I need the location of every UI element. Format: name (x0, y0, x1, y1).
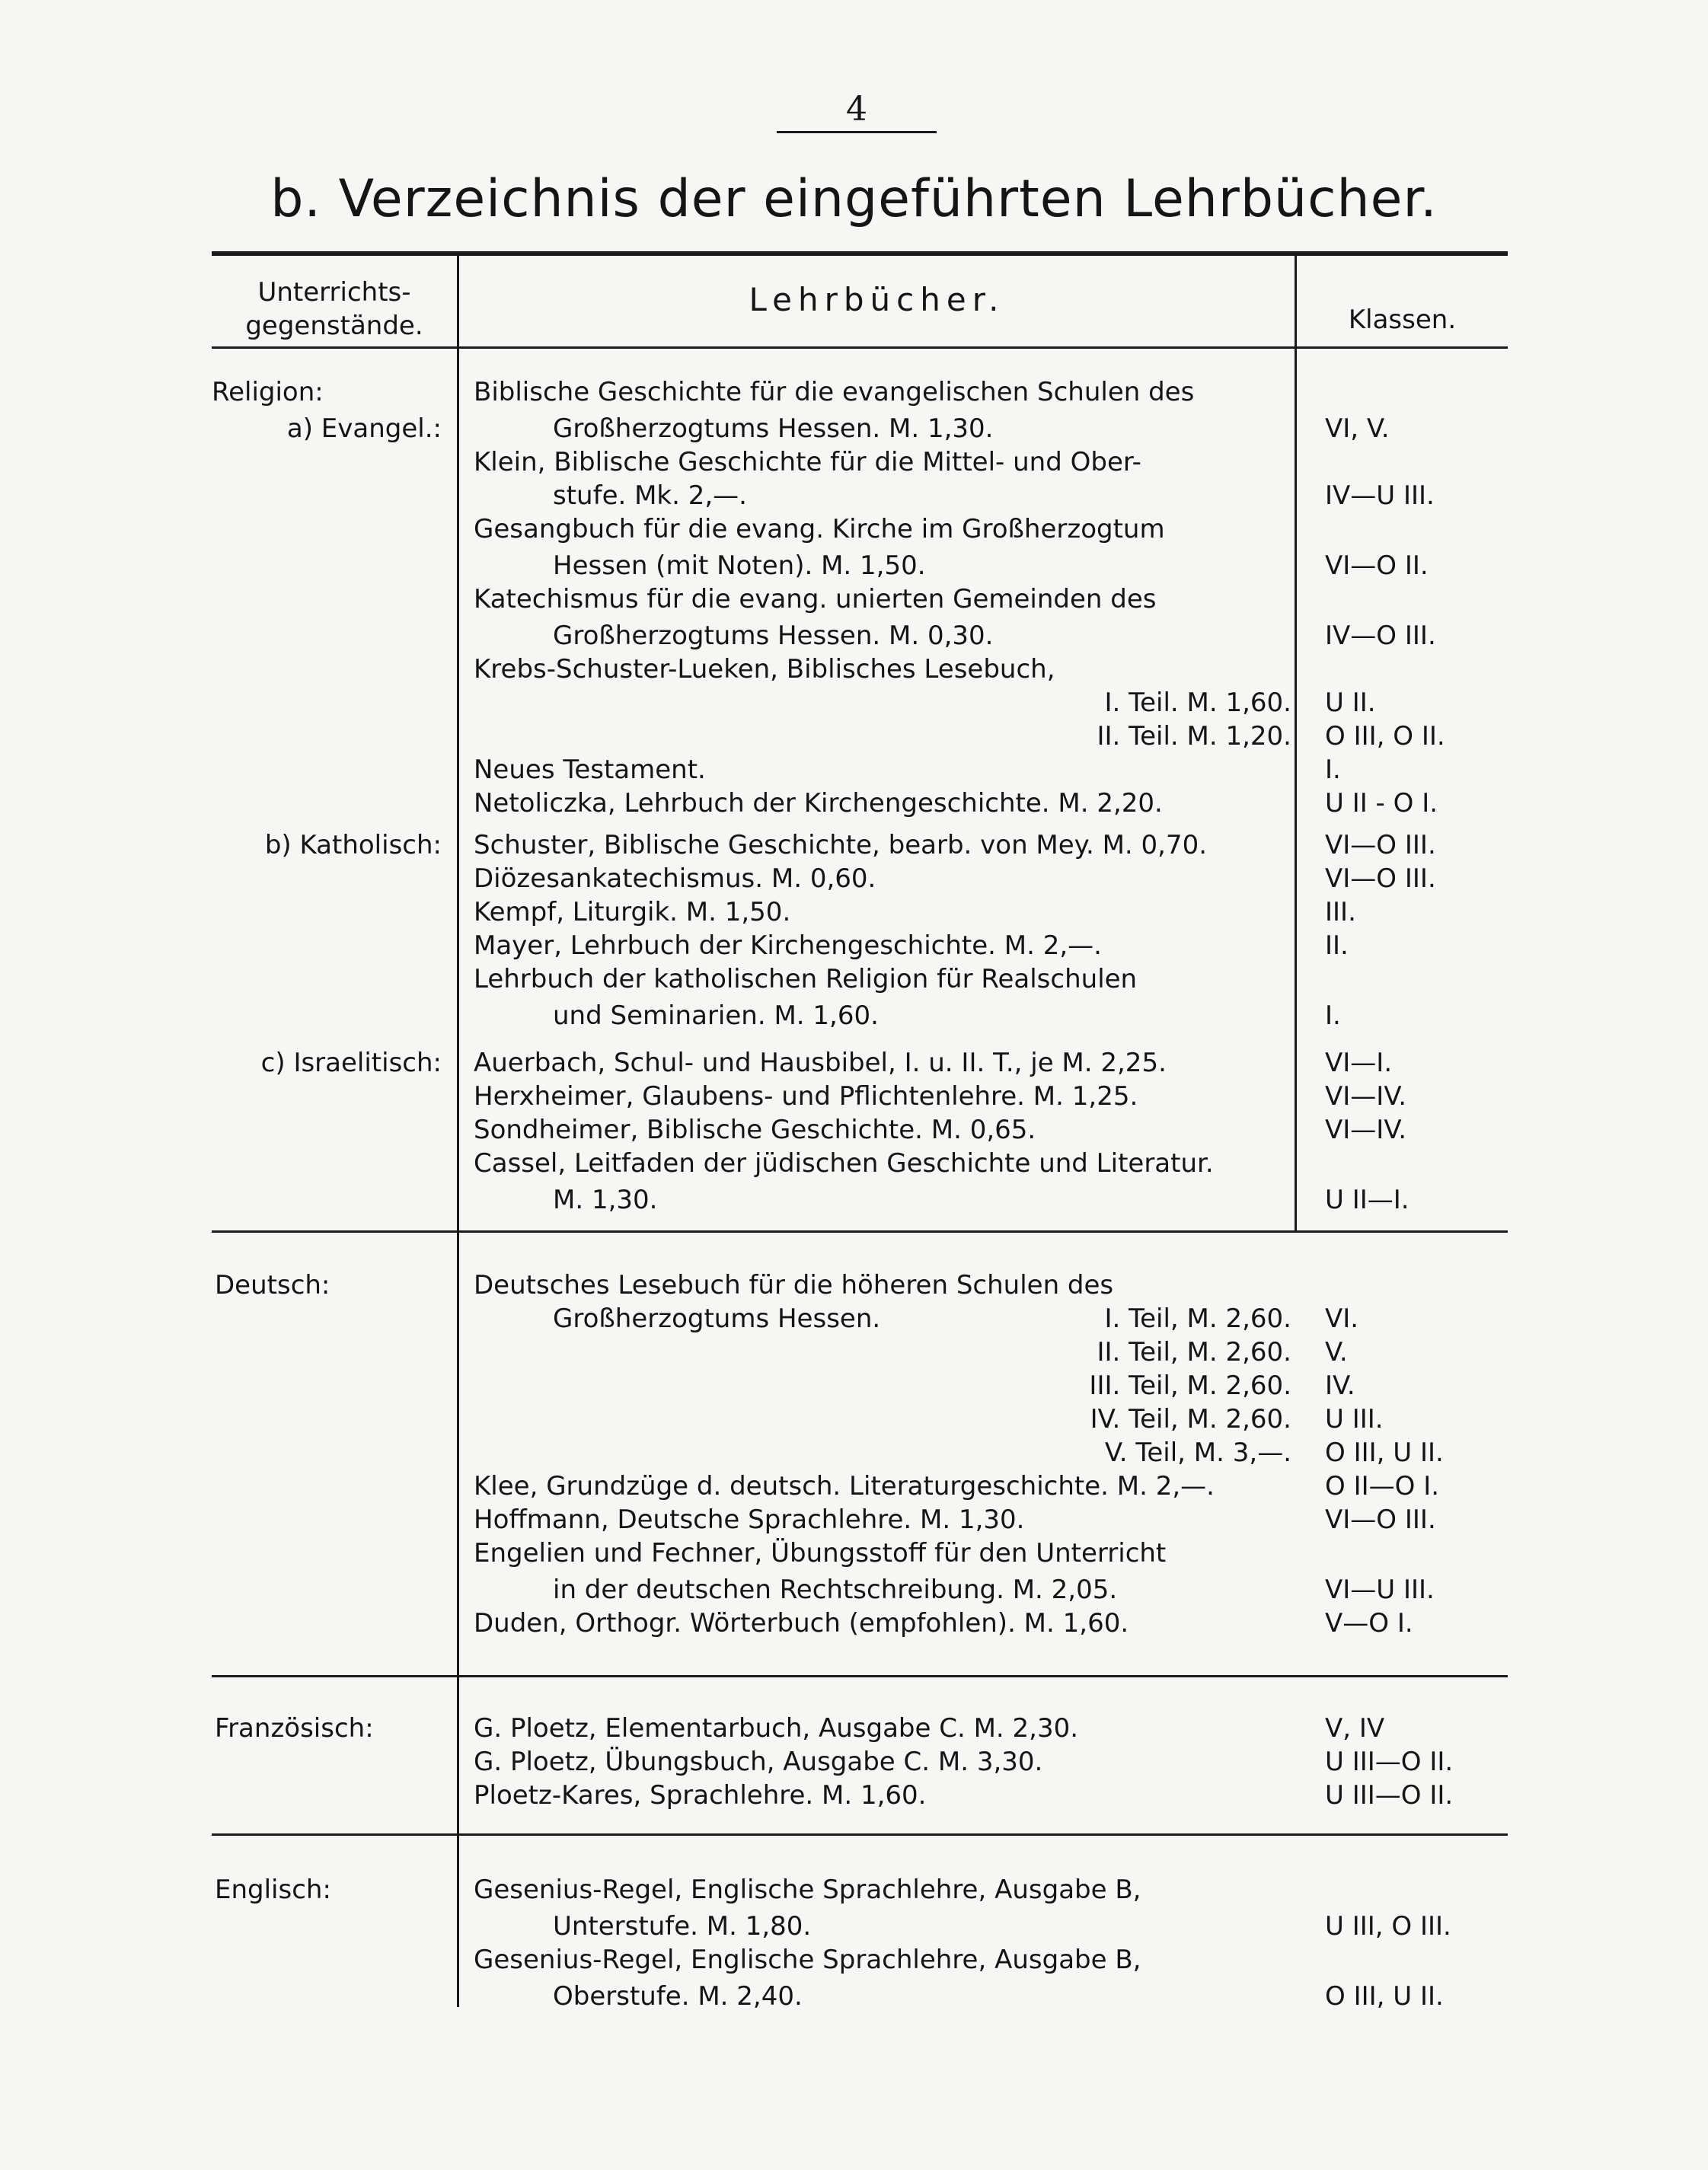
class-value: V, IV (1325, 1713, 1385, 1744)
book-line: Großherzogtums Hessen. M. 0,30. (553, 621, 994, 651)
page-number: 4 (846, 90, 867, 129)
book-line: IV. Teil, M. 2,60. (1090, 1404, 1291, 1434)
book-line: G. Ploetz, Übungsbuch, Ausgabe C. M. 3,30. (474, 1747, 1043, 1777)
book-line: I. Teil, M. 2,60. (1104, 1304, 1291, 1334)
subject-religion: Religion: (212, 377, 324, 407)
book-line: stufe. Mk. 2,—. (553, 480, 747, 511)
subject-deutsch: Deutsch: (215, 1270, 330, 1300)
book-line: I. Teil. M. 1,60. (1104, 688, 1291, 718)
class-value: IV. (1325, 1371, 1355, 1401)
class-value: IV—U III. (1325, 480, 1435, 511)
book-line: Oberstufe. M. 2,40. (553, 1981, 803, 2012)
book-line: Gesangbuch für die evang. Kirche im Großherzogtum (474, 514, 1165, 544)
class-value: O III, U II. (1325, 1981, 1444, 2012)
book-line: II. Teil, M. 2,60. (1097, 1337, 1291, 1367)
page-number-rule (777, 131, 937, 133)
class-value: U III, O III. (1325, 1911, 1451, 1942)
header-subjects-line2: gegenstände. (245, 311, 423, 341)
book-line: G. Ploetz, Elementarbuch, Ausgabe C. M. 2,30. (474, 1713, 1079, 1744)
header-classes: Klassen. (1348, 305, 1457, 335)
class-value: III. (1325, 897, 1356, 927)
class-value: VI—IV. (1325, 1081, 1406, 1112)
book-line: Gesenius-Regel, Englische Sprachlehre, Ausgabe B, (474, 1875, 1141, 1905)
book-line: Großherzogtums Hessen. M. 1,30. (553, 413, 994, 444)
class-value: VI—U III. (1325, 1575, 1435, 1605)
book-line: Großherzogtums Hessen. (553, 1304, 881, 1334)
class-value: II. (1325, 930, 1349, 961)
class-value: U II—I. (1325, 1185, 1409, 1215)
book-line: Diözesankatechismus. M. 0,60. (474, 863, 876, 894)
book-line: V. Teil, M. 3,—. (1104, 1438, 1291, 1468)
book-line: Netoliczka, Lehrbuch der Kirchengeschichte. M. 2,20. (474, 788, 1163, 819)
class-value: V—O I. (1325, 1608, 1413, 1639)
subject-katholisch: b) Katholisch: (264, 830, 442, 860)
class-value: O III, U II. (1325, 1438, 1444, 1468)
book-line: Engelien und Fechner, Übungsstoff für den Unterricht (474, 1538, 1167, 1568)
book-line: Krebs-Schuster-Lueken, Biblisches Lesebuch, (474, 654, 1055, 685)
book-line: Sondheimer, Biblische Geschichte. M. 0,65. (474, 1115, 1036, 1145)
book-line: Ploetz-Kares, Sprachlehre. M. 1,60. (474, 1780, 927, 1811)
header-subjects (212, 276, 457, 343)
subject-israelitisch: c) Israelitisch: (260, 1048, 442, 1078)
book-line: Duden, Orthogr. Wörterbuch (empfohlen). M. 1,60. (474, 1608, 1129, 1639)
subject-evangel: a) Evangel.: (286, 413, 442, 444)
book-line: Kempf, Liturgik. M. 1,50. (474, 897, 791, 927)
book-line: Unterstufe. M. 1,80. (553, 1911, 812, 1942)
class-value: U III—O II. (1325, 1780, 1454, 1811)
page-title: b. Verzeichnis der eingeführten Lehrbücher. (270, 169, 1438, 229)
book-line: Hessen (mit Noten). M. 1,50. (553, 550, 926, 581)
class-value: U II - O I. (1325, 788, 1438, 819)
class-value: O II—O I. (1325, 1471, 1440, 1501)
class-value: U II. (1325, 688, 1376, 718)
book-line: und Seminarien. M. 1,60. (553, 1000, 879, 1031)
section-rule-franzoesisch (212, 1675, 1508, 1677)
book-line: Klein, Biblische Geschichte für die Mittel- und Ober- (474, 447, 1141, 477)
column-divider-right (1295, 256, 1297, 1230)
class-value: VI—IV. (1325, 1115, 1406, 1145)
book-line: III. Teil, M. 2,60. (1089, 1371, 1291, 1401)
class-value: IV—O III. (1325, 621, 1436, 651)
book-line: Mayer, Lehrbuch der Kirchengeschichte. M. 2,—. (474, 930, 1102, 961)
class-value: V. (1325, 1337, 1348, 1367)
book-line: Schuster, Biblische Geschichte, bearb. von Mey. M. 0,70. (474, 830, 1208, 860)
book-line: in der deutschen Rechtschreibung. M. 2,05. (553, 1575, 1118, 1605)
class-value: VI, V. (1325, 413, 1390, 444)
section-rule-englisch (212, 1833, 1508, 1836)
class-value: I. (1325, 1000, 1341, 1031)
class-value: VI—I. (1325, 1048, 1393, 1078)
book-line: Lehrbuch der katholischen Religion für Realschulen (474, 964, 1138, 994)
header-bottom-rule (212, 346, 1508, 349)
column-divider-left (457, 256, 459, 2007)
class-value: U III—O II. (1325, 1747, 1454, 1777)
subject-franzoesisch: Französisch: (215, 1713, 374, 1744)
class-value: VI. (1325, 1304, 1359, 1334)
book-line: Gesenius-Regel, Englische Sprachlehre, Ausgabe B, (474, 1945, 1141, 1975)
book-line: Hoffmann, Deutsche Sprachlehre. M. 1,30. (474, 1505, 1025, 1535)
book-line: Herxheimer, Glaubens- und Pflichtenlehre. M. 1,25. (474, 1081, 1138, 1112)
book-line: Katechismus für die evang. unierten Gemeinden des (474, 584, 1157, 614)
book-line: Deutsches Lesebuch für die höheren Schulen des (474, 1270, 1114, 1300)
book-line: Cassel, Leitfaden der jüdischen Geschichte und Literatur. (474, 1148, 1214, 1179)
class-value: VI—O III. (1325, 1505, 1436, 1535)
class-value: VI—O III. (1325, 863, 1436, 894)
book-line: M. 1,30. (553, 1185, 658, 1215)
table-top-rule (212, 251, 1508, 256)
class-value: O III, O II. (1325, 721, 1445, 752)
section-rule-deutsch (212, 1230, 1508, 1233)
header-books: Lehrbücher. (749, 281, 1005, 318)
class-value: VI—O II. (1325, 550, 1429, 581)
class-value: I. (1325, 755, 1341, 785)
header-subjects-line1: Unterrichts- (257, 277, 411, 308)
book-line: Neues Testament. (474, 755, 706, 785)
book-line: Biblische Geschichte für die evangelischen Schulen des (474, 377, 1195, 407)
class-value: VI—O III. (1325, 830, 1436, 860)
class-value: U III. (1325, 1404, 1384, 1434)
book-line: Klee, Grundzüge d. deutsch. Literaturgeschichte. M. 2,—. (474, 1471, 1215, 1501)
subject-englisch: Englisch: (215, 1875, 331, 1905)
book-line: II. Teil. M. 1,20. (1097, 721, 1291, 752)
book-line: Auerbach, Schul- und Hausbibel, I. u. II. T., je M. 2,25. (474, 1048, 1167, 1078)
